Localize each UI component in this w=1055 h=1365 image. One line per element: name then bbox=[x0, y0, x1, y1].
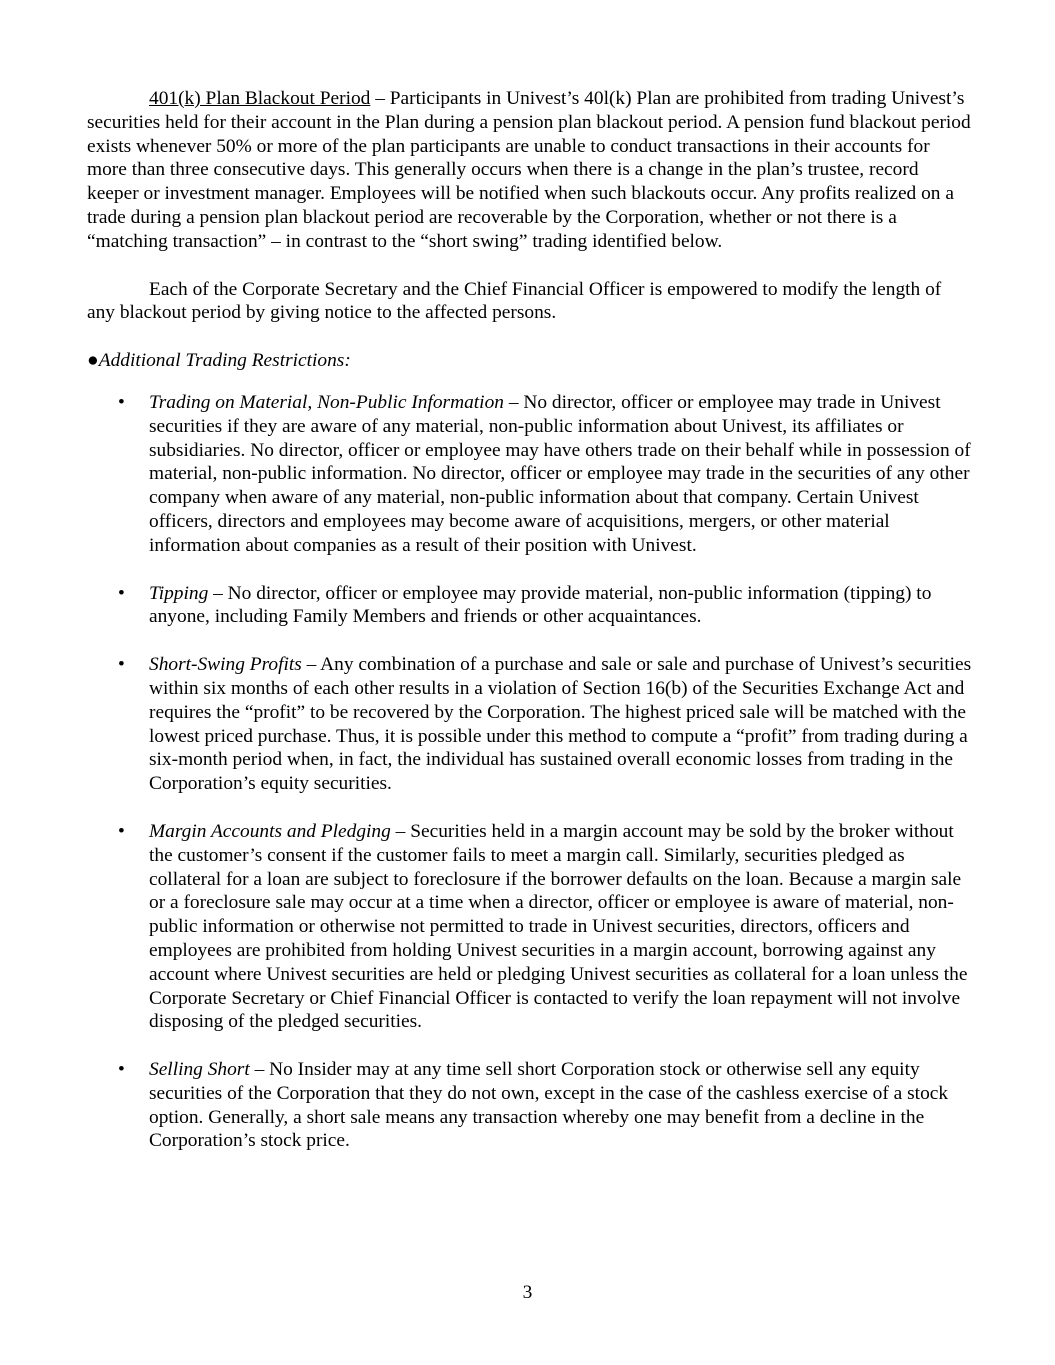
list-item-title: Short-Swing Profits bbox=[149, 654, 302, 676]
list-item-text: – No director, officer or employee may trade in Univest securities if they are aware of any material, non-public information about Univest, its affiliates or subsidiaries. No director, officer or employee may have others trade on their behalf while in possession of material, non-public information. No director, officer or employee may trade in the securities of any other company when aware of any material, non-public information about that company. Certain Univest officers, directors and employees may become aware of acquisitions, mergers, or other material information about companies as a result of their position with Univest. bbox=[149, 391, 971, 556]
section-heading bbox=[87, 349, 973, 373]
bullet-icon: • bbox=[118, 391, 125, 413]
section-heading-text: Additional Trading Restrictions: bbox=[98, 350, 351, 372]
blackout-period-heading: 401(k) Plan Blackout Period bbox=[149, 88, 371, 109]
list-item-title: Selling Short bbox=[149, 1059, 250, 1081]
list-item-material-information bbox=[87, 391, 973, 558]
list-item-title: Trading on Material, Non-Public Information bbox=[149, 391, 504, 413]
list-item-tipping bbox=[87, 582, 973, 630]
list-item-text: – No director, officer or employee may provide material, non-public information (tipping) to anyone, including Family Members and friends or other acquaintances. bbox=[149, 582, 932, 628]
page-number: 3 bbox=[522, 1282, 533, 1303]
bullet-icon: • bbox=[118, 654, 125, 676]
list-item-title: Tipping bbox=[149, 582, 209, 604]
paragraph-blackout-period bbox=[87, 87, 973, 254]
list-item-title: Margin Accounts and Pledging bbox=[149, 820, 391, 842]
list-item-text: – No Insider may at any time sell short Corporation stock or otherwise sell any equity securities of the Corporation that they do not own, except in the case of the cashless exercise of a stock option. Generally, a short sale means any transaction whereby one may benefit from a decline in the Corporation’s stock price. bbox=[149, 1059, 949, 1152]
bullet-icon: • bbox=[118, 1059, 125, 1081]
list-item-text: – Securities held in a margin account may be sold by the broker without the customer’s consent if the customer fails to meet a margin call. Similarly, securities pledged as collateral for a loan are subject to foreclosure if the borrower defaults on the loan. Because a margin sale or a foreclosure sale may occur at a time when a director, officer or employee is aware of material, non-public information or otherwise not permitted to trade in Univest securities, directors, officers and employees are prohibited from holding Univest securities in a margin account, borrowing against any account where Univest securities are held or pledging Univest securities as collateral for a loan unless the Corporate Secretary or Chief Financial Officer is contacted to verify the loan repayment will not involve disposing of the pledged securities. bbox=[149, 820, 968, 1033]
paragraph-blackout-modification bbox=[87, 278, 973, 326]
bullet-icon: • bbox=[118, 582, 125, 604]
section-bullet-icon: ● bbox=[87, 350, 99, 372]
document-page bbox=[87, 87, 973, 1177]
list-item-text: – Any combination of a purchase and sale or sale and purchase of Univest’s securities within six months of each other results in a violation of Section 16(b) of the Securities Exchange Act and requires the “profit” to be recovered by the Corporation. The highest priced sale will be matched with the lowest priced purchase. Thus, it is possible under this method to compute a “profit” from trading during a six-month period when, in fact, the individual has sustained overall economic losses from trading in the Corporation’s equity securities. bbox=[149, 654, 972, 795]
list-item-margin-accounts bbox=[87, 820, 973, 1034]
list-item-selling-short bbox=[87, 1058, 973, 1153]
trading-restrictions-list bbox=[87, 391, 973, 1153]
list-item-short-swing-profits bbox=[87, 653, 973, 796]
bullet-icon: • bbox=[118, 820, 125, 842]
blackout-period-text: – Participants in Univest’s 40l(k) Plan are prohibited from trading Univest’s securities held for their account in the Plan during a pension plan blackout period. A pension fund blackout period exists whenever 50% or more of the plan participants are unable to conduct transactions in their accounts for more than three consecutive days. This generally occurs when there is a change in the plan’s trustee, record keeper or investment manager. Employees will be notified when such blackouts occur. Any profits realized on a trade during a pension plan blackout period are recoverable by the Corporation, whether or not there is a “matching transaction” – in contrast to the “short swing” trading identified below. bbox=[87, 88, 971, 252]
blackout-modification-text: Each of the Corporate Secretary and the Chief Financial Officer is empowered to modify the length of any blackout period by giving notice to the affected persons. bbox=[87, 278, 942, 324]
